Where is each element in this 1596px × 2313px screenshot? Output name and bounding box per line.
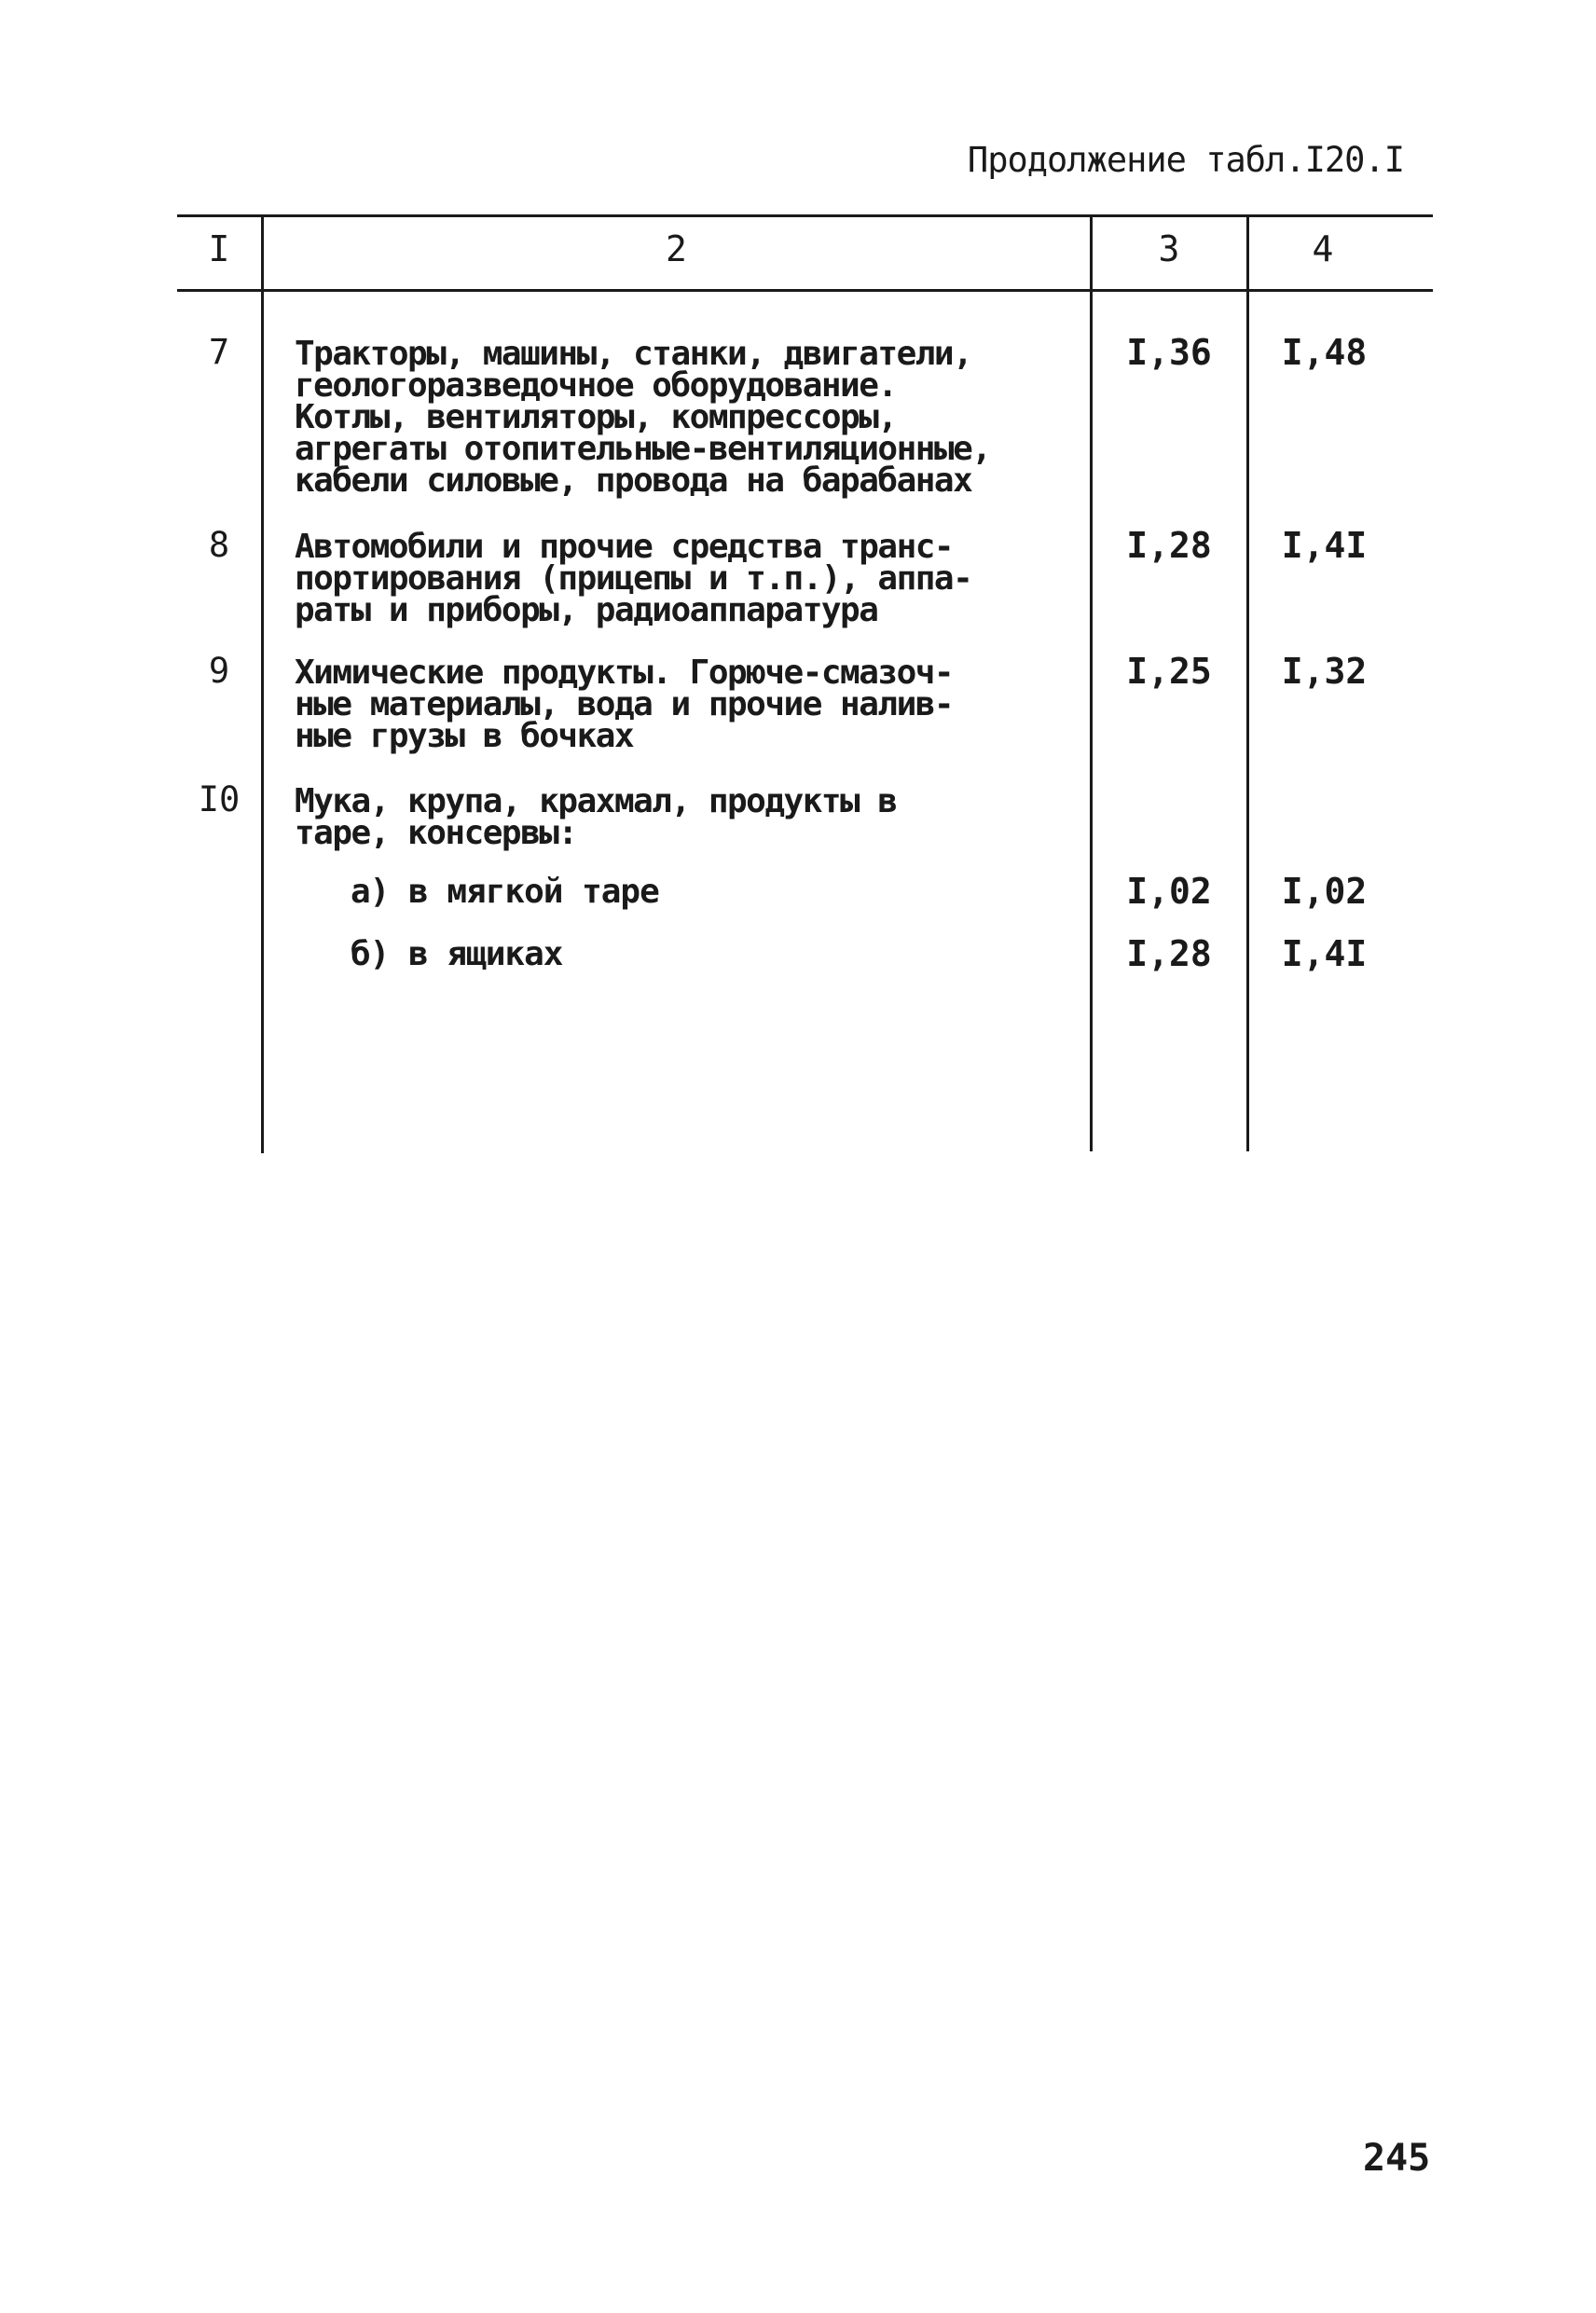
subrow-value-col3: I,02 bbox=[1126, 871, 1212, 912]
description-line: Тракторы, машины, станки, двигатели, bbox=[295, 335, 972, 373]
subrow-value-col3: I,28 bbox=[1126, 933, 1212, 974]
description-line: Котлы, вентиляторы, компрессоры, bbox=[295, 398, 897, 436]
header-bottom-rule bbox=[177, 289, 1433, 292]
subrow-value-col4: I,02 bbox=[1281, 871, 1368, 912]
row-value-col4: I,4I bbox=[1281, 525, 1368, 566]
description-line: геологоразведочное оборудование. bbox=[295, 366, 897, 405]
row-description bbox=[295, 654, 954, 755]
subrow-description: а) в мягкой таре bbox=[351, 873, 659, 911]
subrow-description: б) в ящиках bbox=[351, 935, 563, 973]
column-header-2: 2 bbox=[666, 228, 687, 269]
description-line: агрегаты отопительные-вентиляционные, bbox=[295, 430, 991, 468]
row-number: 8 bbox=[208, 525, 230, 565]
column-divider-1 bbox=[261, 216, 264, 1153]
page-number: 245 bbox=[1363, 2137, 1431, 2180]
description-line: Химические продукты. Горюче-смазоч- bbox=[295, 654, 954, 692]
description-line: кабели силовые, провода на барабанах bbox=[295, 461, 972, 500]
description-line: Мука, крупа, крахмал, продукты в bbox=[295, 782, 897, 820]
row-value-col3: I,25 bbox=[1126, 651, 1212, 692]
row-description bbox=[295, 335, 991, 500]
row-number: 7 bbox=[208, 332, 230, 372]
row-number: I0 bbox=[198, 779, 241, 819]
column-header-1: I bbox=[208, 228, 230, 269]
table-top-rule bbox=[177, 214, 1433, 217]
subrow-value-col4: I,4I bbox=[1281, 933, 1368, 974]
row-value-col4: I,48 bbox=[1281, 332, 1368, 373]
table-caption: Продолжение табл.I20.I bbox=[967, 140, 1404, 180]
row-value-col3: I,36 bbox=[1126, 332, 1212, 373]
row-value-col4: I,32 bbox=[1281, 651, 1368, 692]
column-header-4: 4 bbox=[1312, 228, 1334, 269]
row-value-col3: I,28 bbox=[1126, 525, 1212, 566]
description-line: ные материалы, вода и прочие налив- bbox=[295, 685, 954, 723]
description-line: Автомобили и прочие средства транс- bbox=[295, 528, 954, 566]
description-line: таре, консервы: bbox=[295, 814, 577, 852]
description-line: раты и приборы, радиоаппаратура bbox=[295, 591, 878, 629]
row-description bbox=[295, 782, 897, 852]
row-description bbox=[295, 528, 972, 629]
description-line: ные грузы в бочках bbox=[295, 717, 634, 755]
description-line: портирования (прицепы и т.п.), аппа- bbox=[295, 559, 972, 598]
data-table bbox=[177, 214, 1433, 1156]
column-header-3: 3 bbox=[1158, 228, 1180, 269]
row-number: 9 bbox=[208, 651, 230, 691]
